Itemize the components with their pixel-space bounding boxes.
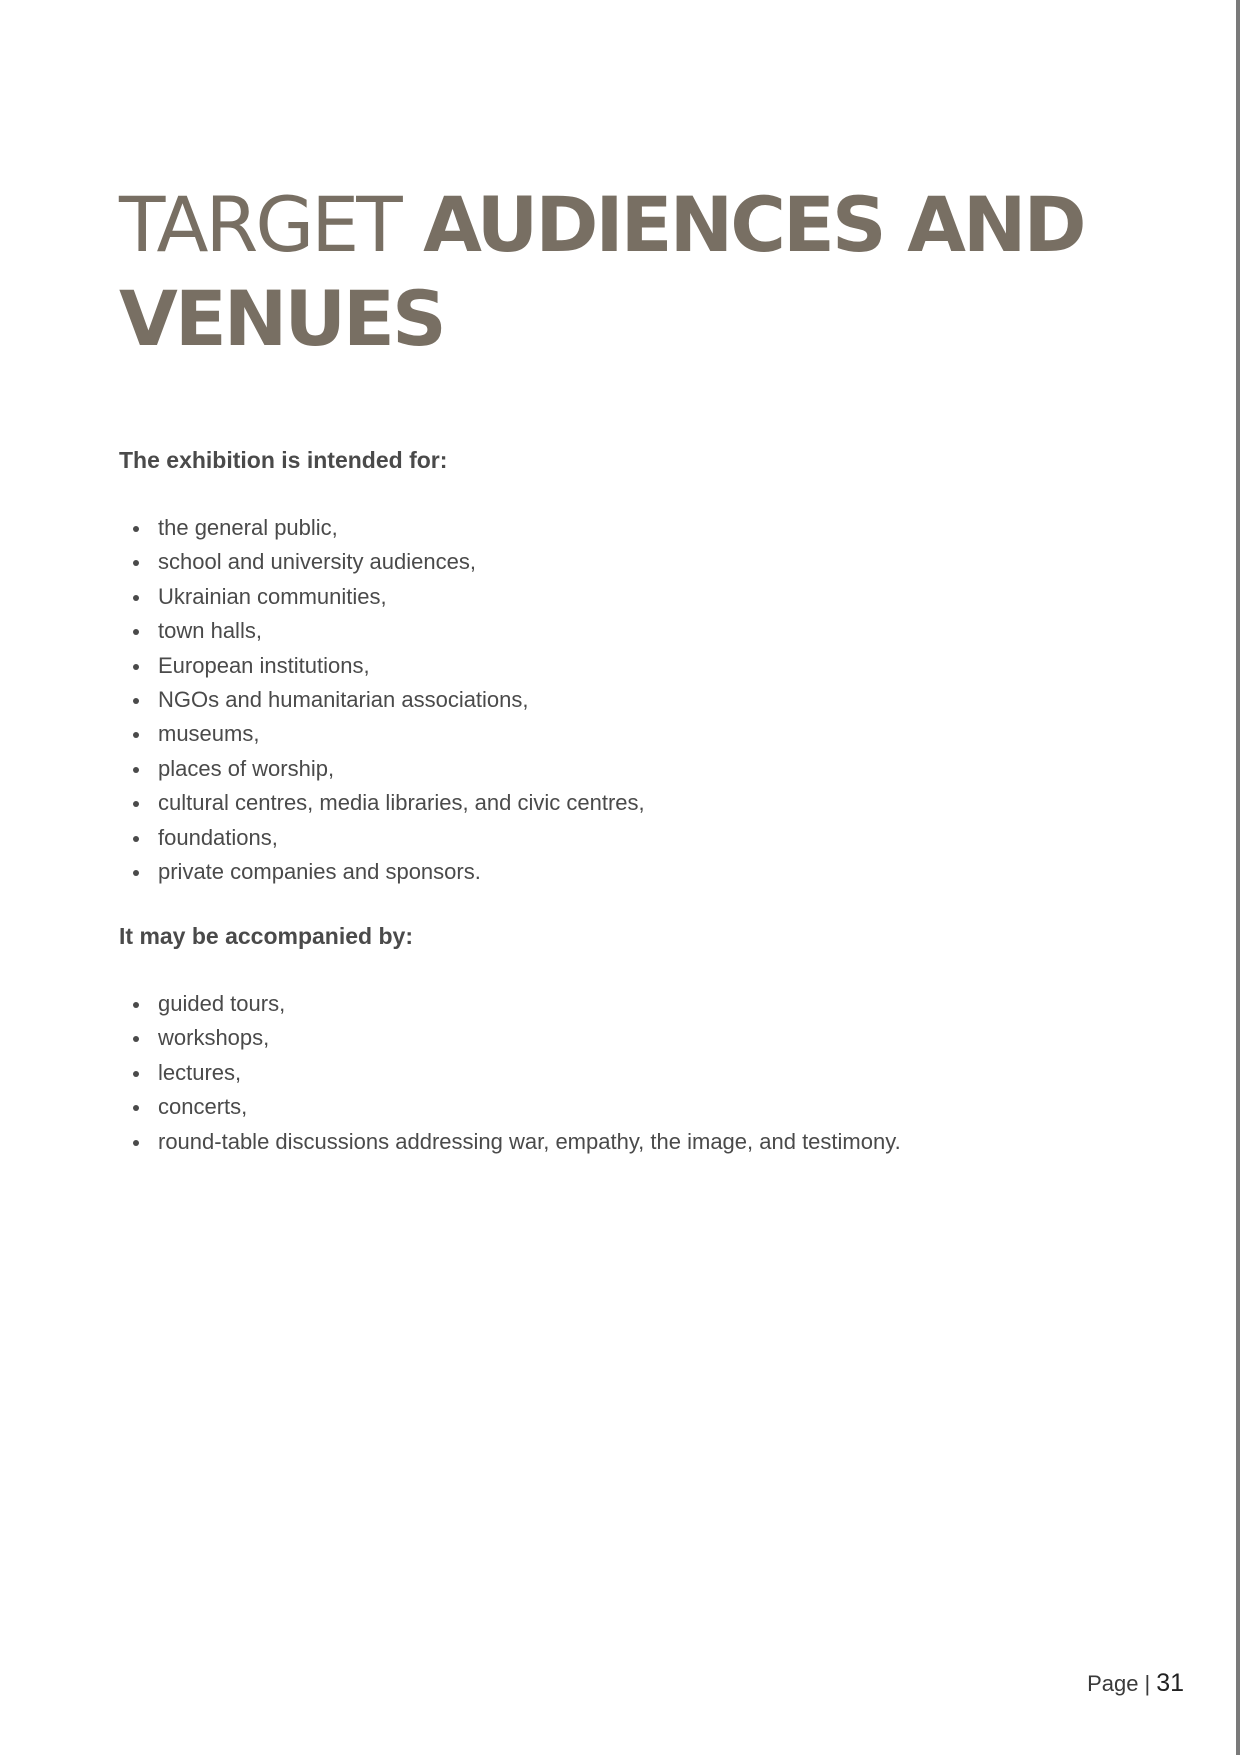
list-item-text: foundations, [158, 824, 278, 850]
page-title-bold: AUDIENCES AND VENUES [119, 180, 1084, 363]
page-number-footer [1087, 1669, 1184, 1698]
bullet-icon [133, 629, 139, 635]
list-item [119, 752, 645, 786]
bullet-icon [133, 1002, 139, 1008]
list-item [119, 855, 645, 889]
list-item-text: cultural centres, media libraries, and civic centres, [158, 790, 645, 816]
page-title-light: TARGET [119, 180, 400, 269]
list-item-text: museums, [158, 721, 260, 747]
list-item-text: concerts, [158, 1094, 248, 1120]
list-item [119, 786, 645, 820]
bullet-icon [133, 560, 139, 566]
bullet-icon [133, 698, 139, 704]
intended-for-list [119, 511, 645, 889]
bullet-icon [133, 801, 139, 807]
bullet-icon [133, 526, 139, 532]
list-item-text: lectures, [158, 1059, 242, 1085]
list-item-text: private companies and sponsors. [158, 858, 481, 884]
list-item-text: the general public, [158, 515, 338, 540]
bullet-icon [133, 767, 139, 773]
list-item [119, 821, 645, 855]
list-item [119, 987, 901, 1021]
list-item-text: places of worship, [158, 755, 335, 781]
bullet-icon [133, 1105, 139, 1111]
list-item-text: school and university audiences, [158, 549, 476, 575]
list-item [119, 580, 645, 614]
list-item [119, 683, 645, 717]
list-item [119, 1056, 901, 1090]
section-heading-accompanied-by: It may be accompanied by: [119, 923, 413, 949]
list-item [119, 545, 645, 579]
list-item-text: European institutions, [158, 652, 370, 678]
list-item-text: NGOs and humanitarian associations, [158, 686, 529, 712]
list-item [119, 1090, 901, 1124]
bullet-icon [133, 1071, 139, 1077]
page-title [119, 178, 1119, 366]
bullet-icon [133, 595, 139, 601]
bullet-icon [133, 1036, 139, 1042]
page-separator: | [1144, 1671, 1151, 1696]
list-item [119, 649, 645, 683]
list-item-text: guided tours, [158, 991, 286, 1016]
list-item-text: Ukrainian communities, [158, 583, 387, 609]
bullet-icon [133, 732, 139, 738]
list-item [119, 511, 645, 545]
accompanied-by-list [119, 987, 901, 1159]
list-item [119, 1125, 901, 1159]
section-heading-intended-for: The exhibition is intended for: [119, 447, 448, 473]
list-item [119, 1021, 901, 1055]
list-item-text: town halls, [158, 618, 262, 644]
page-edge-border [1236, 0, 1240, 1755]
list-item-text: workshops, [158, 1025, 270, 1051]
page-number: 31 [1156, 1669, 1184, 1697]
page-label: Page [1087, 1671, 1139, 1696]
bullet-icon [133, 870, 139, 876]
bullet-icon [133, 664, 139, 670]
bullet-icon [133, 836, 139, 842]
list-item [119, 717, 645, 751]
list-item [119, 614, 645, 648]
bullet-icon [133, 1140, 139, 1146]
list-item-text: round-table discussions addressing war, empathy, the image, and testimony. [158, 1128, 901, 1154]
